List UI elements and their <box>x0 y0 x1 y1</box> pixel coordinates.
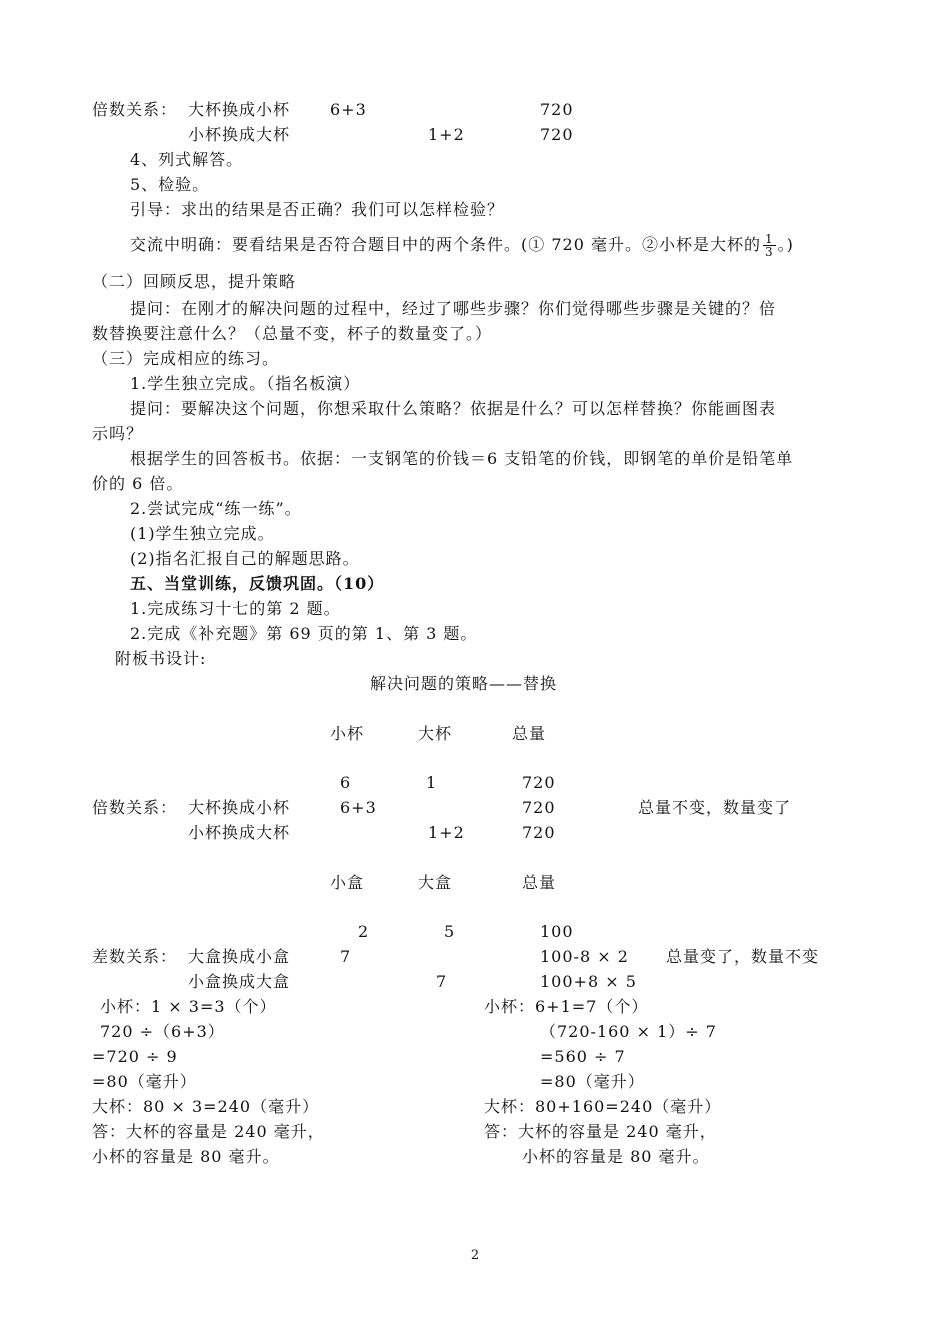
right-calc-line-7: 小杯的容量是 80 毫升。 <box>522 1147 710 1166</box>
section-2-title: （二）回顾反思，提升策略 <box>92 272 297 291</box>
board-row2-label: 小杯换成大杯 <box>188 823 291 842</box>
left-calc-line-5: 大杯：80 × 3=240（毫升） <box>92 1097 320 1116</box>
top-row1-total: 720 <box>540 100 574 119</box>
board-design-label: 附板书设计: <box>115 649 207 668</box>
section-3-item-1: 1.学生独立完成。（指名板演） <box>130 374 361 393</box>
board-value-total: 720 <box>522 773 556 792</box>
page-number: 2 <box>470 1248 480 1263</box>
board-relation-label: 倍数关系： <box>92 798 178 817</box>
board-diff-row1-expr: 7 <box>340 947 352 966</box>
guide-question: 引导：求出的结果是否正确？我们可以怎样检验？ <box>130 200 505 219</box>
top-row2-expr: 1+2 <box>428 125 465 144</box>
top-row1-expr: 6+3 <box>330 100 367 119</box>
right-calc-line-6: 答：大杯的容量是 240 毫升， <box>484 1122 717 1141</box>
right-calc-line-1: 小杯：6+1=7（个） <box>484 997 649 1016</box>
board-diff-row2-expr: 7 <box>436 972 448 991</box>
board-header-small-box: 小盒 <box>330 873 365 892</box>
board-header-small-cup: 小杯 <box>330 724 365 743</box>
board-diff-row2-label: 小盒换成大盒 <box>188 972 291 991</box>
board-row1-total: 720 <box>522 798 556 817</box>
board-value-small-box: 2 <box>358 922 370 941</box>
right-calc-line-3: =560 ÷ 7 <box>540 1047 626 1066</box>
board-note-1: 总量不变，数量变了 <box>638 798 792 817</box>
board-header-total-2: 总量 <box>522 873 557 892</box>
top-relation-label: 倍数关系： <box>92 100 178 119</box>
top-row1-label: 大杯换成小杯 <box>188 100 291 119</box>
board-header-big-cup: 大杯 <box>418 724 453 743</box>
board-diff-row2-total: 100+8 × 5 <box>540 972 637 991</box>
board-value-big-cup: 1 <box>426 773 438 792</box>
board-header-big-box: 大盒 <box>418 873 453 892</box>
section-5-item-2: 2.完成《补充题》第 69 页的第 1、第 3 题。 <box>130 624 478 643</box>
board-difference-label: 差数关系： <box>92 947 178 966</box>
board-title: 解决问题的策略——替换 <box>370 674 558 693</box>
board-note-2: 总量变了，数量不变 <box>666 947 820 966</box>
left-calc-line-6: 答：大杯的容量是 240 毫升， <box>92 1122 325 1141</box>
board-row2-total: 720 <box>522 823 556 842</box>
board-diff-row1-total: 100-8 × 2 <box>540 947 629 966</box>
right-calc-line-2: （720-160 × 1）÷ 7 <box>540 1022 717 1041</box>
board-row2-expr: 1+2 <box>428 823 465 842</box>
left-calc-line-2: 720 ÷（6+3） <box>100 1022 225 1041</box>
section-3-item-2b: (2)指名汇报自己的解题思路。 <box>130 549 360 568</box>
left-calc-line-1: 小杯：1 × 3=3（个） <box>100 997 277 1016</box>
clarify-text: 交流中明确：要看结果是否符合题目中的两个条件。(① 720 毫升。②小杯是大杯的 <box>130 235 761 254</box>
board-value-big-box: 5 <box>444 922 456 941</box>
top-row2-total: 720 <box>540 125 574 144</box>
left-calc-line-4: =80（毫升） <box>92 1072 197 1091</box>
section-5-item-1: 1.完成练习十七的第 2 题。 <box>130 599 341 618</box>
section-3-board-2: 价的 6 倍。 <box>92 474 184 493</box>
section-3-board-1: 根据学生的回答板书。依据：一支钢笔的价钱＝6 支铅笔的价钱，即钢笔的单价是铅笔单 <box>130 449 794 468</box>
left-calc-line-3: =720 ÷ 9 <box>92 1047 178 1066</box>
section-3-item-2a: (1)学生独立完成。 <box>130 524 275 543</box>
board-header-total: 总量 <box>512 724 547 743</box>
right-calc-line-5: 大杯：80+160=240（毫升） <box>484 1097 722 1116</box>
section-2-question-2: 数替换要注意什么？（总量不变，杯子的数量变了。） <box>92 324 493 343</box>
section-2-question-1: 提问：在刚才的解决问题的过程中，经过了哪些步骤？你们觉得哪些步骤是关键的？倍 <box>130 299 777 318</box>
board-diff-row1-label: 大盒换成小盒 <box>188 947 291 966</box>
step-4: 4、列式解答。 <box>130 150 244 169</box>
section-3-question-2: 示吗？ <box>92 424 144 443</box>
section-3-item-2: 2.尝试完成“练一练”。 <box>130 499 302 518</box>
step-5: 5、检验。 <box>130 175 210 194</box>
section-3-title: （三）完成相应的练习。 <box>92 349 280 368</box>
board-row1-label: 大杯换成小杯 <box>188 798 291 817</box>
board-row1-expr: 6+3 <box>340 798 377 817</box>
section-3-question-1: 提问：要解决这个问题，你想采取什么策略？依据是什么？可以怎样替换？你能画图表 <box>130 399 777 418</box>
clarify-line: 交流中明确：要看结果是否符合题目中的两个条件。(① 720 毫升。②小杯是大杯的 $\frac{1}{3}$ 。) <box>130 232 794 259</box>
right-calc-line-4: =80（毫升） <box>540 1072 645 1091</box>
top-row2-label: 小杯换成大杯 <box>188 125 291 144</box>
section-5-title: 五、当堂训练，反馈巩固。（10） <box>130 574 385 593</box>
left-calc-line-7: 小杯的容量是 80 毫升。 <box>92 1147 280 1166</box>
fraction-one-third: $\frac{1}{3}$ <box>764 232 774 259</box>
board-value-small-cup: 6 <box>340 773 352 792</box>
board-value-total-2: 100 <box>540 922 574 941</box>
